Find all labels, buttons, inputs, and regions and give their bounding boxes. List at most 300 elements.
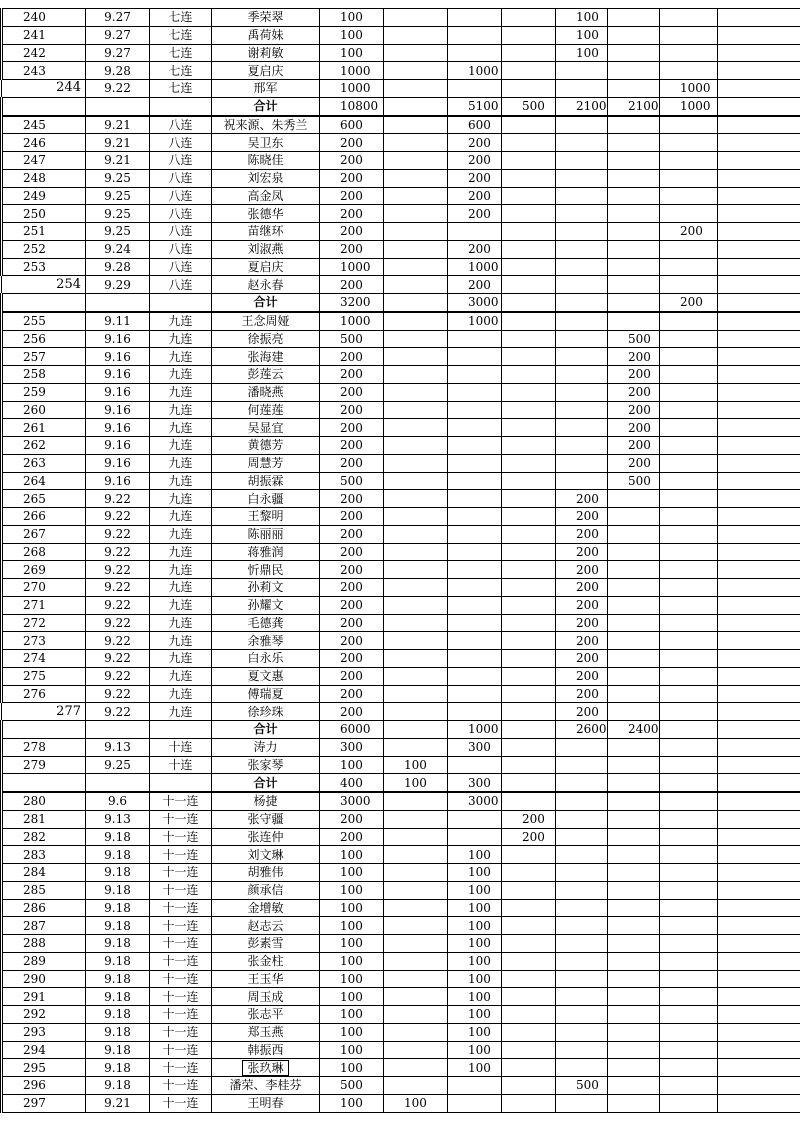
amount-cell [718, 774, 800, 792]
amount-cell: 10800 [320, 97, 384, 115]
entry-number-cell: 290 [2, 970, 86, 988]
donor-name-cell: 周玉成 [212, 988, 320, 1006]
date-cell: 9.16 [86, 366, 150, 384]
amount-cell [556, 774, 608, 792]
entry-number-cell [2, 294, 86, 312]
amount-cell [448, 44, 502, 62]
date-cell: 9.22 [86, 525, 150, 543]
amount-cell [384, 454, 448, 472]
amount-cell [384, 116, 448, 134]
amount-cell [718, 240, 800, 258]
amount-cell [660, 685, 718, 703]
amount-cell [448, 561, 502, 579]
table-row [2, 952, 800, 970]
amount-cell: 200 [448, 134, 502, 152]
amount-cell [448, 756, 502, 774]
amount-cell: 100 [448, 899, 502, 917]
date-cell: 9.11 [86, 312, 150, 330]
date-cell: 9.21 [86, 116, 150, 134]
table-row [2, 561, 800, 579]
amount-cell [556, 348, 608, 366]
table-row [2, 632, 800, 650]
amount-cell: 200 [502, 828, 556, 846]
entry-number-cell: 267 [2, 525, 86, 543]
amount-cell [448, 472, 502, 490]
amount-cell [660, 525, 718, 543]
company-cell: 九连 [150, 543, 212, 561]
amount-cell [718, 454, 800, 472]
amount-cell [608, 667, 660, 685]
date-cell: 9.21 [86, 1094, 150, 1112]
amount-cell [384, 525, 448, 543]
amount-cell: 200 [320, 383, 384, 401]
amount-cell [608, 685, 660, 703]
amount-cell [502, 988, 556, 1006]
amount-cell [448, 401, 502, 419]
table-row [2, 1041, 800, 1059]
amount-cell [718, 116, 800, 134]
date-cell [86, 774, 150, 792]
donor-name-cell: 韩振西 [212, 1041, 320, 1059]
amount-cell: 100 [320, 756, 384, 774]
amount-cell [718, 596, 800, 614]
amount-cell: 200 [502, 810, 556, 828]
amount-cell: 600 [320, 116, 384, 134]
amount-cell [556, 294, 608, 312]
amount-cell [608, 703, 660, 721]
date-cell: 9.22 [86, 579, 150, 597]
amount-cell [660, 187, 718, 205]
amount-cell [384, 810, 448, 828]
amount-cell [718, 685, 800, 703]
amount-cell: 100 [448, 864, 502, 882]
company-cell: 十连 [150, 738, 212, 756]
amount-cell [660, 401, 718, 419]
table-row [2, 756, 800, 774]
amount-cell [660, 1006, 718, 1024]
amount-cell [608, 223, 660, 241]
amount-cell [718, 1023, 800, 1041]
donor-name-cell [212, 1059, 320, 1077]
table-row [2, 864, 800, 882]
amount-cell [718, 62, 800, 80]
amount-cell [608, 9, 660, 27]
donor-name-cell: 颜承信 [212, 881, 320, 899]
amount-cell [660, 561, 718, 579]
date-cell: 9.22 [86, 80, 150, 98]
amount-cell [384, 508, 448, 526]
donor-name-cell: 张德华 [212, 205, 320, 223]
amount-cell [718, 828, 800, 846]
subtotal-row [2, 294, 800, 312]
amount-cell: 1000 [320, 312, 384, 330]
amount-cell [718, 1094, 800, 1112]
company-cell: 九连 [150, 366, 212, 384]
amount-cell [448, 437, 502, 455]
amount-cell [660, 596, 718, 614]
amount-cell [556, 205, 608, 223]
amount-cell: 200 [608, 437, 660, 455]
amount-cell: 200 [608, 383, 660, 401]
donor-name-cell: 徐珍珠 [212, 703, 320, 721]
table-row [2, 525, 800, 543]
amount-cell: 200 [556, 650, 608, 668]
amount-cell [608, 579, 660, 597]
date-cell: 9.18 [86, 917, 150, 935]
amount-cell [660, 419, 718, 437]
amount-cell [502, 632, 556, 650]
amount-cell [660, 490, 718, 508]
donor-name-cell: 张海建 [212, 348, 320, 366]
entry-number-cell: 287 [2, 917, 86, 935]
amount-cell [384, 187, 448, 205]
amount-cell [384, 917, 448, 935]
amount-cell: 1000 [660, 80, 718, 98]
amount-cell [448, 223, 502, 241]
amount-cell: 200 [320, 579, 384, 597]
date-cell: 9.16 [86, 383, 150, 401]
amount-cell: 200 [320, 187, 384, 205]
amount-cell: 100 [320, 1059, 384, 1077]
amount-cell [718, 258, 800, 276]
amount-cell [718, 810, 800, 828]
amount-cell [384, 703, 448, 721]
company-cell: 七连 [150, 80, 212, 98]
date-cell: 9.22 [86, 490, 150, 508]
amount-cell [608, 169, 660, 187]
amount-cell [448, 348, 502, 366]
entry-number-cell: 249 [2, 187, 86, 205]
ledger-table [0, 8, 800, 1113]
amount-cell [718, 97, 800, 115]
amount-cell [556, 1094, 608, 1112]
table-row [2, 258, 800, 276]
amount-cell [718, 383, 800, 401]
amount-cell [384, 152, 448, 170]
amount-cell [608, 970, 660, 988]
date-cell: 9.27 [86, 44, 150, 62]
amount-cell [502, 240, 556, 258]
entry-number-cell: 296 [2, 1077, 86, 1095]
amount-cell: 200 [556, 543, 608, 561]
amount-cell [502, 561, 556, 579]
amount-cell [556, 258, 608, 276]
amount-cell: 200 [556, 667, 608, 685]
amount-cell: 200 [320, 525, 384, 543]
amount-cell [660, 1041, 718, 1059]
amount-cell [660, 1077, 718, 1095]
amount-cell [384, 988, 448, 1006]
amount-cell [384, 169, 448, 187]
company-cell: 十一连 [150, 846, 212, 864]
company-cell: 九连 [150, 508, 212, 526]
company-cell: 九连 [150, 401, 212, 419]
amount-cell: 100 [448, 1041, 502, 1059]
amount-cell [718, 401, 800, 419]
company-cell: 十一连 [150, 881, 212, 899]
donor-name-cell: 彭莲云 [212, 366, 320, 384]
amount-cell: 200 [320, 685, 384, 703]
entry-number-cell: 282 [2, 828, 86, 846]
amount-cell [608, 881, 660, 899]
amount-cell [502, 152, 556, 170]
amount-cell [660, 935, 718, 953]
table-row [2, 401, 800, 419]
company-cell: 八连 [150, 116, 212, 134]
entry-number-cell: 273 [2, 632, 86, 650]
donor-name-cell: 高金凤 [212, 187, 320, 205]
boxed-name: 张玖琳 [242, 1060, 288, 1076]
table-row [2, 26, 800, 44]
amount-cell [556, 756, 608, 774]
amount-cell: 200 [556, 579, 608, 597]
amount-cell [502, 401, 556, 419]
amount-cell [660, 1023, 718, 1041]
amount-cell: 200 [448, 152, 502, 170]
amount-cell [384, 667, 448, 685]
donor-name-cell: 涛力 [212, 738, 320, 756]
entry-number-cell: 262 [2, 437, 86, 455]
table-row [2, 490, 800, 508]
amount-cell [448, 632, 502, 650]
donor-name-cell: 王玉华 [212, 970, 320, 988]
amount-cell [660, 952, 718, 970]
amount-cell [608, 490, 660, 508]
date-cell: 9.22 [86, 508, 150, 526]
amount-cell [502, 935, 556, 953]
donor-name-cell: 夏文惠 [212, 667, 320, 685]
donor-name-cell: 赵志云 [212, 917, 320, 935]
entry-number-cell: 286 [2, 899, 86, 917]
amount-cell: 200 [320, 223, 384, 241]
table-row [2, 738, 800, 756]
amount-cell [608, 899, 660, 917]
amount-cell [384, 62, 448, 80]
amount-cell [556, 881, 608, 899]
table-row [2, 846, 800, 864]
company-cell: 十一连 [150, 1006, 212, 1024]
amount-cell [660, 614, 718, 632]
date-cell: 9.18 [86, 899, 150, 917]
entry-number-cell: 269 [2, 561, 86, 579]
amount-cell: 3000 [448, 792, 502, 810]
amount-cell [502, 472, 556, 490]
amount-cell [556, 738, 608, 756]
amount-cell [448, 828, 502, 846]
amount-cell [556, 187, 608, 205]
amount-cell [502, 330, 556, 348]
amount-cell [502, 864, 556, 882]
amount-cell: 100 [320, 1094, 384, 1112]
amount-cell [384, 721, 448, 739]
amount-cell [608, 1041, 660, 1059]
amount-cell: 200 [320, 366, 384, 384]
amount-cell [502, 650, 556, 668]
donor-name-cell: 夏启庆 [212, 62, 320, 80]
amount-cell [448, 525, 502, 543]
amount-cell [502, 579, 556, 597]
table-row [2, 1077, 800, 1095]
subtotal-row [2, 97, 800, 115]
entry-number-cell: 297 [2, 1094, 86, 1112]
company-cell [150, 97, 212, 115]
amount-cell: 200 [556, 508, 608, 526]
amount-cell [608, 935, 660, 953]
amount-cell [448, 26, 502, 44]
amount-cell [384, 348, 448, 366]
amount-cell [502, 169, 556, 187]
donor-name-cell: 杨捷 [212, 792, 320, 810]
table-row [2, 44, 800, 62]
amount-cell: 100 [556, 26, 608, 44]
donor-name-cell: 夏启庆 [212, 258, 320, 276]
amount-cell [502, 614, 556, 632]
amount-cell: 300 [448, 774, 502, 792]
amount-cell: 100 [448, 970, 502, 988]
amount-cell: 200 [448, 240, 502, 258]
company-cell: 十一连 [150, 1059, 212, 1077]
amount-cell [660, 383, 718, 401]
amount-cell [608, 846, 660, 864]
amount-cell [384, 614, 448, 632]
amount-cell [384, 738, 448, 756]
amount-cell [448, 330, 502, 348]
entry-number-cell: 240 [2, 9, 86, 27]
date-cell: 9.18 [86, 1006, 150, 1024]
entry-number-cell [2, 774, 86, 792]
amount-cell [608, 738, 660, 756]
date-cell: 9.25 [86, 205, 150, 223]
subtotal-label: 合计 [212, 774, 320, 792]
amount-cell [502, 774, 556, 792]
amount-cell [556, 1059, 608, 1077]
amount-cell: 200 [448, 205, 502, 223]
donor-name-cell: 谢莉敏 [212, 44, 320, 62]
amount-cell: 200 [320, 667, 384, 685]
entry-number-cell: 272 [2, 614, 86, 632]
amount-cell [718, 205, 800, 223]
amount-cell [608, 792, 660, 810]
amount-cell: 200 [320, 276, 384, 294]
date-cell: 9.13 [86, 810, 150, 828]
entry-number-cell: 250 [2, 205, 86, 223]
amount-cell [608, 1059, 660, 1077]
amount-cell [502, 525, 556, 543]
amount-cell [502, 685, 556, 703]
amount-cell [502, 667, 556, 685]
entry-number-cell: 254 [2, 276, 86, 294]
amount-cell [718, 134, 800, 152]
company-cell: 九连 [150, 685, 212, 703]
amount-cell [608, 774, 660, 792]
amount-cell [718, 276, 800, 294]
company-cell: 八连 [150, 205, 212, 223]
amount-cell [660, 169, 718, 187]
amount-cell [384, 579, 448, 597]
amount-cell [660, 650, 718, 668]
amount-cell: 1000 [320, 62, 384, 80]
date-cell: 9.16 [86, 437, 150, 455]
amount-cell [660, 116, 718, 134]
amount-cell [384, 205, 448, 223]
amount-cell [556, 970, 608, 988]
date-cell: 9.22 [86, 667, 150, 685]
amount-cell [660, 366, 718, 384]
company-cell: 十一连 [150, 828, 212, 846]
date-cell: 9.22 [86, 632, 150, 650]
amount-cell [448, 1094, 502, 1112]
amount-cell [660, 240, 718, 258]
company-cell: 八连 [150, 134, 212, 152]
amount-cell [660, 846, 718, 864]
amount-cell: 100 [384, 774, 448, 792]
amount-cell [718, 223, 800, 241]
amount-cell [718, 579, 800, 597]
company-cell: 七连 [150, 26, 212, 44]
amount-cell [660, 330, 718, 348]
amount-cell [660, 1094, 718, 1112]
amount-cell [608, 632, 660, 650]
amount-cell [384, 792, 448, 810]
amount-cell [384, 561, 448, 579]
amount-cell [502, 508, 556, 526]
amount-cell [448, 579, 502, 597]
amount-cell [718, 632, 800, 650]
amount-cell: 100 [320, 917, 384, 935]
amount-cell [718, 988, 800, 1006]
company-cell: 九连 [150, 330, 212, 348]
amount-cell [556, 1041, 608, 1059]
amount-cell [502, 952, 556, 970]
entry-number-cell: 276 [2, 685, 86, 703]
entry-number-cell: 291 [2, 988, 86, 1006]
amount-cell [556, 472, 608, 490]
amount-cell [384, 383, 448, 401]
date-cell: 9.22 [86, 543, 150, 561]
amount-cell [608, 276, 660, 294]
amount-cell [502, 490, 556, 508]
amount-cell [608, 596, 660, 614]
amount-cell [448, 667, 502, 685]
entry-number-cell: 253 [2, 258, 86, 276]
date-cell: 9.29 [86, 276, 150, 294]
subtotal-label: 合计 [212, 294, 320, 312]
amount-cell [718, 917, 800, 935]
amount-cell [502, 258, 556, 276]
company-cell: 十一连 [150, 810, 212, 828]
amount-cell [384, 543, 448, 561]
amount-cell [718, 1041, 800, 1059]
amount-cell [660, 667, 718, 685]
entry-number-cell: 259 [2, 383, 86, 401]
amount-cell [556, 366, 608, 384]
amount-cell [718, 26, 800, 44]
donor-name-cell: 刘宏泉 [212, 169, 320, 187]
amount-cell [660, 988, 718, 1006]
company-cell [150, 774, 212, 792]
entry-number-cell: 241 [2, 26, 86, 44]
amount-cell [556, 312, 608, 330]
date-cell: 9.25 [86, 756, 150, 774]
amount-cell [608, 187, 660, 205]
company-cell: 九连 [150, 383, 212, 401]
date-cell: 9.16 [86, 419, 150, 437]
table-row [2, 454, 800, 472]
donor-name-cell: 金增敏 [212, 899, 320, 917]
company-cell: 十一连 [150, 952, 212, 970]
entry-number-cell: 246 [2, 134, 86, 152]
amount-cell [608, 988, 660, 1006]
